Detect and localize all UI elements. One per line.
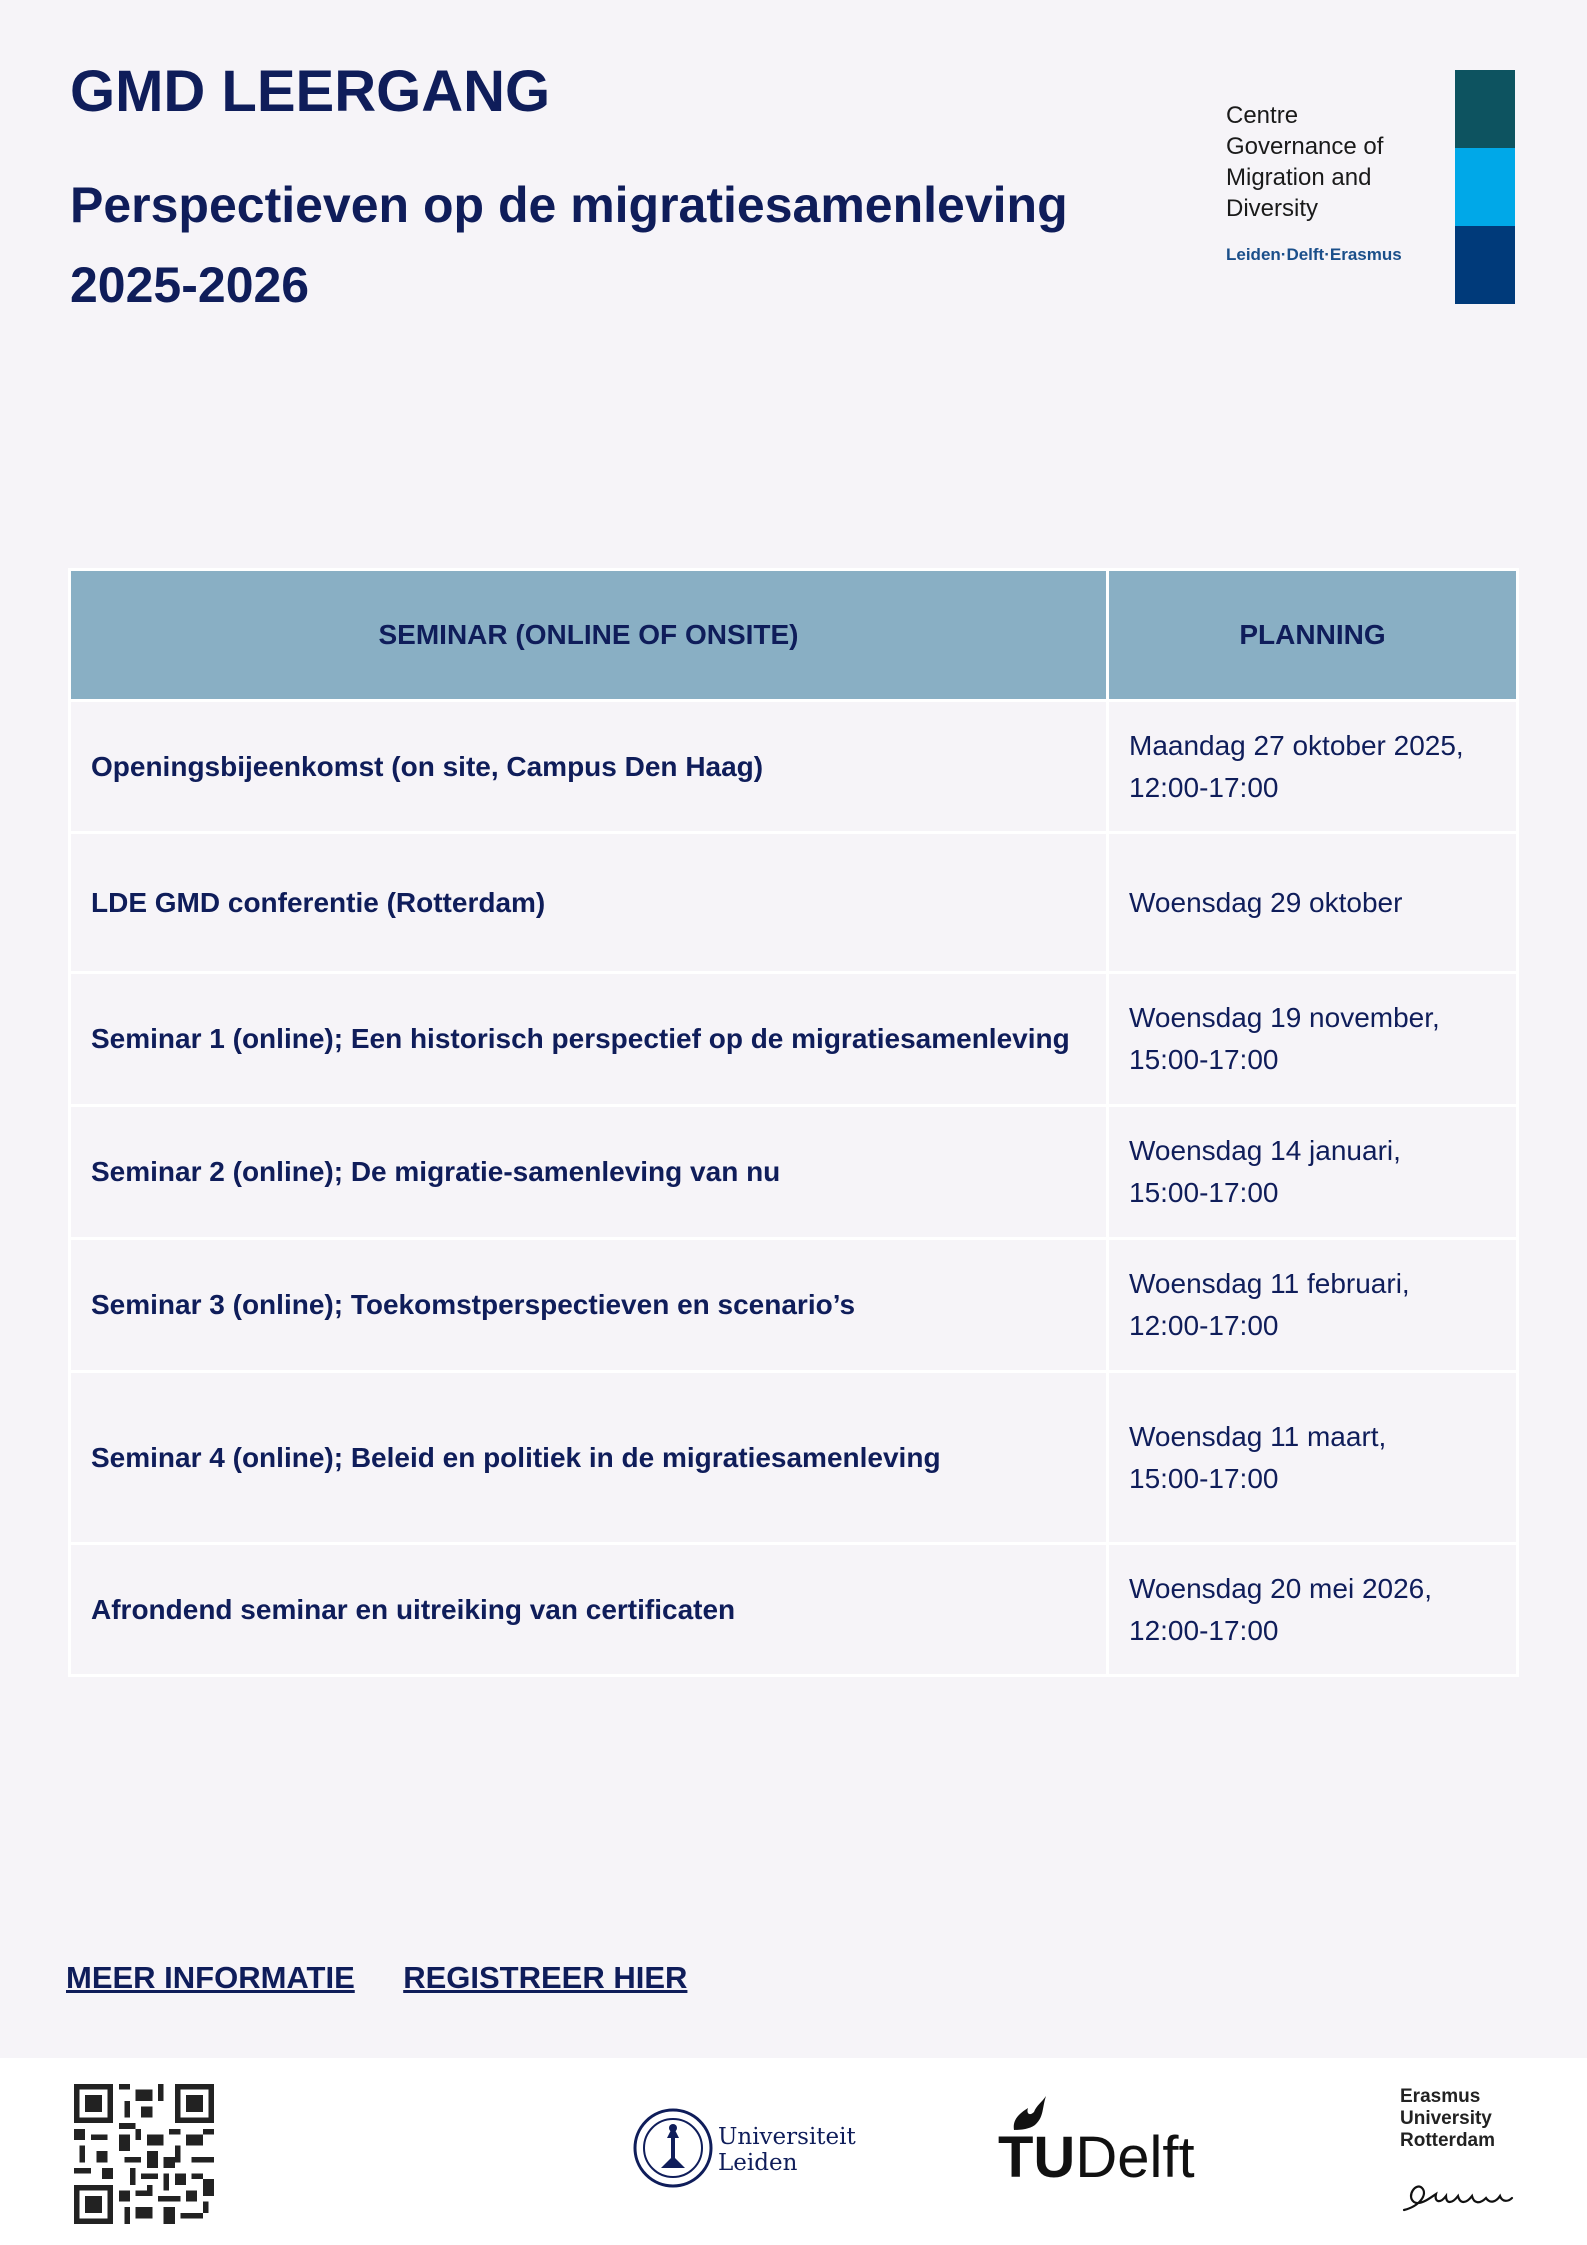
planning-cell — [1108, 973, 1518, 1106]
table-row — [70, 1106, 1518, 1239]
planning-time: 15:00-17:00 — [1129, 1462, 1279, 1494]
planning-cell — [1108, 701, 1518, 833]
planning-time: 12:00-17:00 — [1129, 1310, 1279, 1341]
tudelft-wordmark — [998, 2125, 1195, 2190]
table-row — [70, 833, 1518, 973]
planning-date: Woensdag 11 februari, — [1129, 1268, 1410, 1299]
planning-cell — [1108, 1106, 1518, 1239]
logo-line: Migration and — [1226, 164, 1372, 191]
planning-time: 15:00-17:00 — [1129, 1044, 1279, 1075]
page-subtitle: Perspectieven op de migratiesamenleving 2025-2026 — [70, 177, 1068, 313]
table-header-row — [70, 570, 1518, 701]
planning-cell — [1108, 1372, 1518, 1544]
erasmus-line: Rotterdam — [1400, 2130, 1496, 2151]
qr-code-icon[interactable] — [74, 2084, 214, 2224]
table-row — [70, 1372, 1518, 1544]
leiden-line: Leiden — [718, 2150, 798, 2176]
footer — [0, 2058, 1587, 2245]
table-row — [70, 701, 1518, 833]
erasmus-wordmark — [1400, 2086, 1495, 2152]
logo-line: Centre — [1226, 102, 1299, 129]
tudelft-tu: TU — [998, 2125, 1076, 2190]
planning-cell — [1108, 833, 1518, 973]
planning-time: 12:00-17:00 — [1129, 1614, 1279, 1646]
seminar-cell: LDE GMD conferentie (Rotterdam) — [70, 833, 1108, 973]
planning-cell — [1108, 1544, 1518, 1676]
planning-cell — [1108, 1239, 1518, 1372]
table-row — [70, 1544, 1518, 1676]
planning-time: 15:00-17:00 — [1129, 1177, 1279, 1208]
logo-bar-teal — [1455, 70, 1515, 148]
table-row — [70, 1239, 1518, 1372]
seminar-cell: Seminar 1 (online); Een historisch perspectief op de migratiesamenleving — [70, 973, 1108, 1106]
leiden-wordmark — [718, 2124, 856, 2176]
planning-date: Woensdag 14 januari, — [1129, 1135, 1401, 1166]
seminar-cell: Openingsbijeenkomst (on site, Campus Den Haag) — [70, 701, 1108, 833]
more-info-link[interactable]: MEER INFORMATIE — [66, 1960, 355, 1995]
column-header-seminar: SEMINAR (ONLINE OF ONSITE) — [70, 570, 1108, 701]
logo-tagline: Leiden·Delft·Erasmus — [1226, 245, 1402, 264]
register-link[interactable]: REGISTREER HIER — [403, 1960, 688, 1995]
tudelft-delft: Delft — [1075, 2125, 1195, 2190]
planning-date: Woensdag 11 maart, — [1129, 1420, 1387, 1452]
seminar-cell: Afrondend seminar en uitreiking van certificaten — [70, 1544, 1108, 1676]
planning-date: Maandag 27 oktober 2025, — [1129, 729, 1464, 761]
logo-bar-cyan — [1455, 148, 1515, 226]
planning-time: 12:00-17:00 — [1129, 771, 1279, 803]
leiden-line: Universiteit — [718, 2124, 856, 2150]
erasmus-signature-icon — [1400, 2176, 1530, 2216]
erasmus-line: University — [1400, 2108, 1492, 2129]
column-header-planning: PLANNING — [1108, 570, 1518, 701]
planning-date: Woensdag 29 oktober — [1129, 886, 1403, 918]
leiden-seal-icon — [633, 2108, 713, 2188]
seminar-cell: Seminar 4 (online); Beleid en politiek in de migratiesamenleving — [70, 1372, 1108, 1544]
action-links — [66, 1960, 731, 1996]
schedule-table — [68, 568, 1519, 1677]
planning-date: Woensdag 20 mei 2026, — [1129, 1572, 1433, 1604]
table-row — [70, 973, 1518, 1106]
logo-bar-navy — [1455, 226, 1515, 304]
erasmus-line: Erasmus — [1400, 2086, 1481, 2107]
logo-line: Governance of — [1226, 133, 1384, 160]
page-title: GMD LEERGANG — [70, 59, 551, 124]
planning-date: Woensdag 19 november, — [1129, 1002, 1440, 1033]
seminar-cell: Seminar 2 (online); De migratie-samenleving van nu — [70, 1106, 1108, 1239]
logo-name — [1226, 100, 1456, 224]
logo-line: Diversity — [1226, 195, 1319, 222]
seminar-cell: Seminar 3 (online); Toekomstperspectieven en scenario’s — [70, 1239, 1108, 1372]
